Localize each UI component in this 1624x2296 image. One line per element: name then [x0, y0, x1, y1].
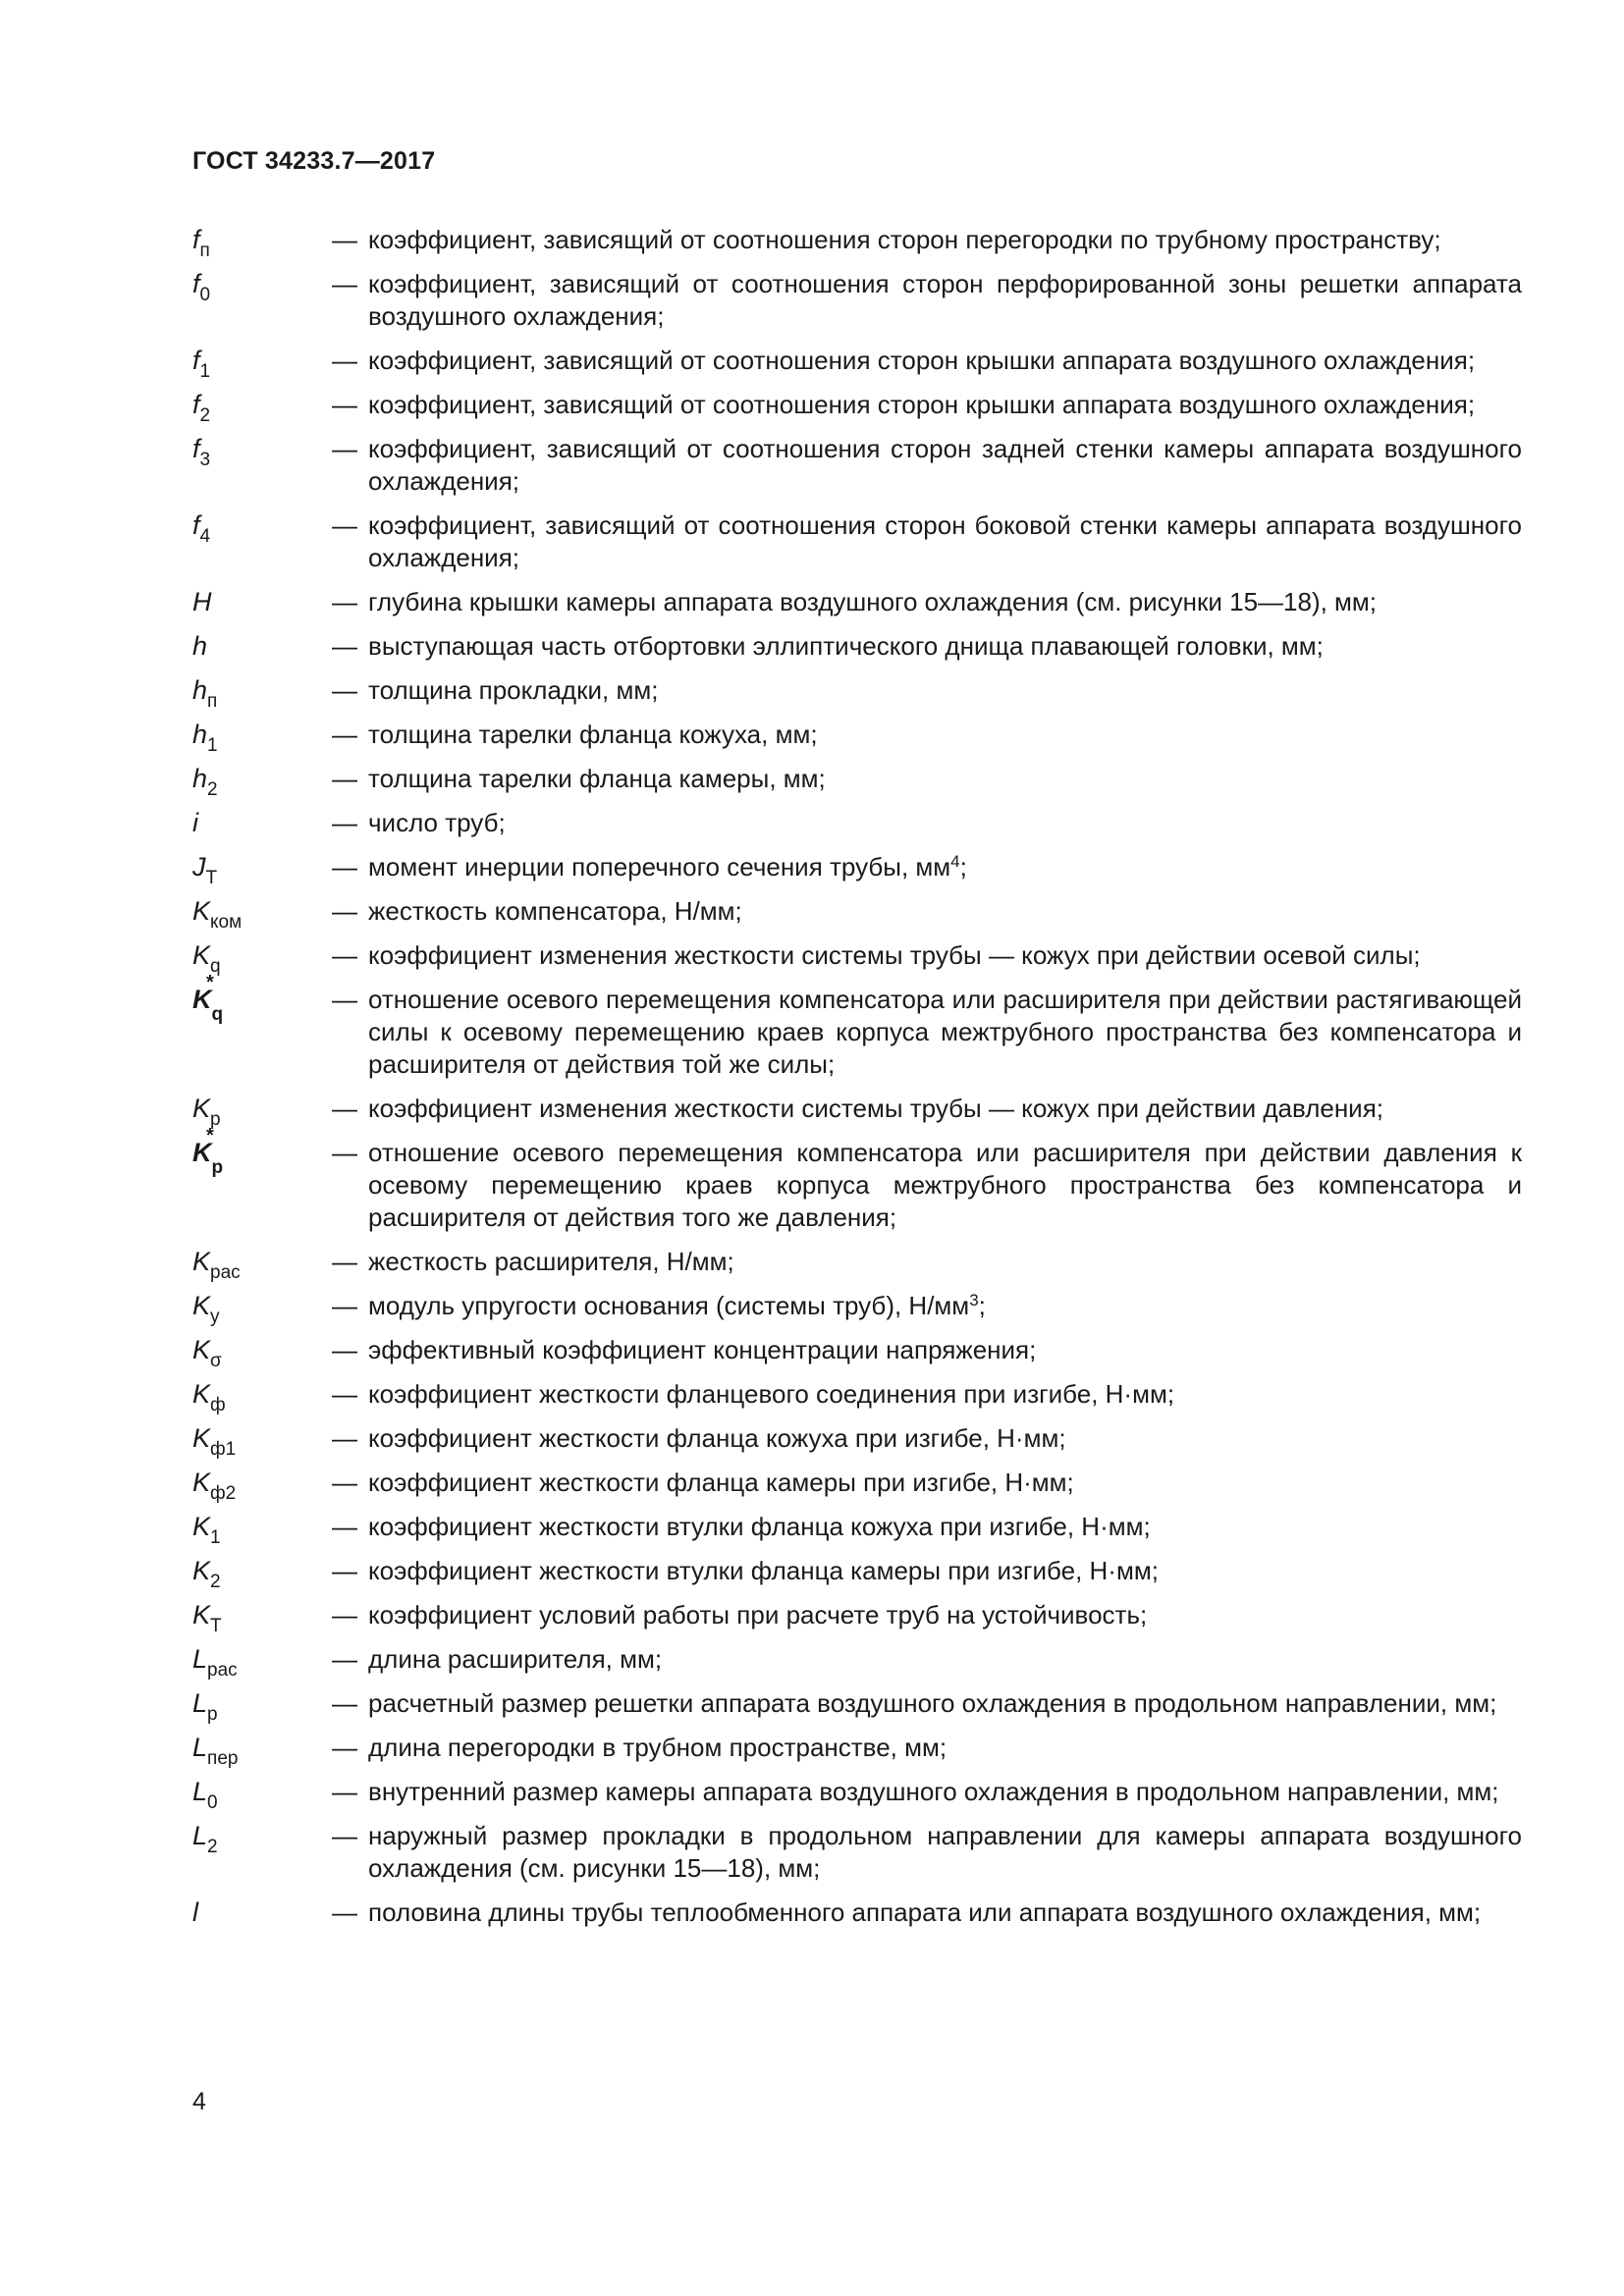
symbol-subscript: 2	[210, 1572, 221, 1592]
em-dash: —	[332, 510, 357, 540]
symbol: $K_{ф2}$	[192, 1468, 237, 1504]
symbol-subscript: ф1	[210, 1439, 237, 1460]
definition-text: наружный размер прокладки в продольном направлении для камеры аппарата воздушного охлаждения (см. рисунки 15—18), мм;	[368, 1821, 1522, 1883]
definition-row	[192, 1555, 1522, 1592]
em-dash: —	[332, 985, 357, 1014]
definition-text: расчетный размер решетки аппарата воздушного охлаждения в продольном направлении, мм;	[368, 1688, 1497, 1718]
symbol-subscript: ф2	[210, 1483, 237, 1504]
symbol: $f_3$	[192, 434, 211, 470]
definition-row	[192, 1599, 1522, 1636]
symbol-subscript: p	[210, 1109, 221, 1130]
definition-text: коэффициент, зависящий от соотношения сторон крышки аппарата воздушного охлаждения;	[368, 390, 1476, 419]
symbol-subscript: p	[211, 1157, 224, 1178]
symbol: $h_п$	[192, 675, 218, 712]
em-dash: —	[332, 1733, 357, 1762]
symbol-subscript: 1	[207, 735, 218, 756]
definition-row	[192, 1820, 1522, 1885]
definition-text: жесткость расширителя, Н/мм;	[368, 1247, 734, 1276]
definition-row	[192, 1896, 1522, 1929]
em-dash: —	[332, 1600, 357, 1629]
symbol-subscript: 3	[199, 450, 211, 470]
symbol: $L_0$	[192, 1777, 218, 1813]
definition-row	[192, 674, 1522, 712]
symbol: $L_{пер}$	[192, 1733, 239, 1769]
symbol-subscript: рас	[210, 1262, 241, 1283]
em-dash: —	[332, 587, 357, 616]
em-dash: —	[332, 390, 357, 419]
definition-text: эффективный коэффициент концентрации напряжения;	[368, 1335, 1037, 1364]
definition-text: глубина крышки камеры аппарата воздушного охлаждения (см. рисунки 15—18), мм;	[368, 587, 1378, 616]
symbol: $K_q$	[192, 940, 221, 977]
definition-text: коэффициент, зависящий от соотношения сторон перегородки по трубному пространству;	[368, 225, 1441, 254]
symbol: l	[192, 1897, 198, 1927]
definition-text: длина перегородки в трубном пространстве, мм;	[368, 1733, 947, 1762]
symbol: $f_0$	[192, 269, 211, 305]
definition-text: жесткость компенсатора, Н/мм;	[368, 896, 742, 926]
symbol: K * $_q$	[192, 972, 224, 1025]
definition-text: коэффициент, зависящий от соотношения сторон боковой стенки камеры аппарата воздушного охлаждения;	[368, 510, 1522, 572]
definition-row	[192, 719, 1522, 756]
symbol-subscript: р	[207, 1704, 218, 1725]
symbol-subscript: 4	[199, 526, 211, 547]
symbol: $f_п$	[192, 225, 210, 261]
document-header: ГОСТ 34233.7—2017	[192, 147, 436, 175]
symbol: $K_ф$	[192, 1379, 226, 1415]
em-dash: —	[332, 1821, 357, 1850]
em-dash: —	[332, 1335, 357, 1364]
em-dash: —	[332, 852, 357, 881]
symbol: $h_1$	[192, 720, 218, 756]
symbol: $K_{рас}$	[192, 1247, 241, 1283]
definition-text: коэффициент изменения жесткости системы трубы — кожух при действии осевой силы;	[368, 940, 1421, 970]
em-dash: —	[332, 225, 357, 254]
em-dash: —	[332, 1688, 357, 1718]
definition-text: коэффициент жесткости втулки фланца кожуха при изгибе, Н·мм;	[368, 1512, 1151, 1541]
symbol-subscript: σ	[210, 1351, 222, 1371]
definition-row	[192, 1125, 1522, 1234]
definition-row	[192, 433, 1522, 498]
definition-row	[192, 268, 1522, 333]
definition-text: коэффициент изменения жесткости системы трубы — кожух при действии давления;	[368, 1094, 1384, 1123]
definition-row	[192, 939, 1522, 977]
definition-text: коэффициент условий работы при расчете труб на устойчивость;	[368, 1600, 1148, 1629]
symbol-subscript: Т	[210, 1616, 222, 1636]
symbol-subscript: 0	[207, 1792, 218, 1813]
symbol-subscript: рас	[207, 1660, 238, 1681]
symbol: $J_Т$	[192, 852, 218, 888]
em-dash: —	[332, 1094, 357, 1123]
symbol: $f_1$	[192, 346, 211, 382]
em-dash: —	[332, 1247, 357, 1276]
symbol-subscript: 0	[199, 285, 211, 305]
definition-row	[192, 1643, 1522, 1681]
em-dash: —	[332, 269, 357, 298]
symbol: $K_\sigma$	[192, 1335, 222, 1371]
em-dash: —	[332, 434, 357, 463]
symbol-subscript: 1	[199, 361, 211, 382]
symbol: $K_у$	[192, 1291, 220, 1327]
definition-text: длина расширителя, мм;	[368, 1644, 663, 1674]
definition-row	[192, 763, 1522, 800]
em-dash: —	[332, 1556, 357, 1585]
em-dash: —	[332, 1897, 357, 1927]
definition-row	[192, 345, 1522, 382]
definition-text: коэффициент жесткости втулки фланца камеры при изгибе, Н·мм;	[368, 1556, 1159, 1585]
definition-row	[192, 630, 1522, 663]
em-dash: —	[332, 896, 357, 926]
definition-text: модуль упругости основания (системы труб), $Н/мм^3$;	[368, 1291, 986, 1320]
symbol-subscript: Т	[205, 868, 218, 888]
definition-row	[192, 972, 1522, 1081]
definition-row	[192, 586, 1522, 618]
definition-text: толщина тарелки фланца камеры, мм;	[368, 764, 826, 793]
definition-text: выступающая часть отбортовки эллиптического днища плавающей головки, мм;	[368, 631, 1324, 661]
definition-text: момент инерции поперечного сечения трубы, $мм^4$;	[368, 852, 967, 881]
definition-text: коэффициент жесткости фланца камеры при изгибе, Н·мм;	[368, 1468, 1074, 1497]
page-number: 4	[192, 2088, 206, 2115]
symbol-subscript: п	[207, 691, 218, 712]
em-dash: —	[332, 1777, 357, 1806]
definition-text: отношение осевого перемещения компенсатора или расширителя при действии растягивающей силы к осевому перемещению краев корпуса межтрубного пространства без компенсатора и расширителя от действия той же силы;	[368, 985, 1522, 1079]
em-dash: —	[332, 940, 357, 970]
definition-text: половина длины трубы теплообменного аппарата или аппарата воздушного охлаждения, мм;	[368, 1897, 1482, 1927]
em-dash: —	[332, 1423, 357, 1453]
definition-row	[192, 1776, 1522, 1813]
symbol-subscript: у	[210, 1307, 220, 1327]
symbol: $L_р$	[192, 1688, 218, 1725]
symbol: $K_p$	[192, 1094, 221, 1130]
definition-row	[192, 851, 1522, 888]
definition-row	[192, 389, 1522, 426]
definition-row	[192, 1378, 1522, 1415]
em-dash: —	[332, 1512, 357, 1541]
definition-text: толщина тарелки фланца кожуха, мм;	[368, 720, 818, 749]
definition-text: отношение осевого перемещения компенсатора или расширителя при действии давления к осевому перемещению краев корпуса межтрубного пространства без компенсатора и расширителя от действия того же давления;	[368, 1138, 1522, 1232]
symbol-subscript: 2	[207, 1837, 218, 1857]
definition-row	[192, 1511, 1522, 1548]
definition-row	[192, 1334, 1522, 1371]
em-dash: —	[332, 1291, 357, 1320]
definition-row	[192, 1467, 1522, 1504]
symbol: $f_4$	[192, 510, 211, 547]
symbol: $L_{рас}$	[192, 1644, 238, 1681]
em-dash: —	[332, 675, 357, 705]
symbol: $K_{ф1}$	[192, 1423, 237, 1460]
symbol-subscript: п	[199, 240, 210, 261]
symbol-subscript: 2	[207, 779, 218, 800]
definition-row	[192, 1290, 1522, 1327]
symbol-subscript: q	[210, 956, 221, 977]
definition-row	[192, 807, 1522, 839]
symbol-subscript: ком	[210, 912, 243, 933]
em-dash: —	[332, 1644, 357, 1674]
definition-row	[192, 1687, 1522, 1725]
symbol-subscript: ф	[210, 1395, 226, 1415]
symbol: $h_2$	[192, 764, 218, 800]
definition-row	[192, 1093, 1522, 1130]
definition-row	[192, 1246, 1522, 1283]
definition-text: толщина прокладки, мм;	[368, 675, 659, 705]
symbol-subscript: 1	[210, 1527, 221, 1548]
definition-text: коэффициент, зависящий от соотношения сторон крышки аппарата воздушного охлаждения;	[368, 346, 1476, 375]
definition-text: внутренний размер камеры аппарата воздушного охлаждения в продольном направлении, мм;	[368, 1777, 1499, 1806]
em-dash: —	[332, 1379, 357, 1409]
symbol: $K_2$	[192, 1556, 221, 1592]
definition-text: коэффициент, зависящий от соотношения сторон перфорированной зоны решетки аппарата воздушного охлаждения;	[368, 269, 1522, 331]
symbol: $K_Т$	[192, 1600, 222, 1636]
symbol: $L_2$	[192, 1821, 218, 1857]
symbol: $f_2$	[192, 390, 211, 426]
definition-text: коэффициент жесткости фланцевого соединения при изгибе, Н·мм;	[368, 1379, 1175, 1409]
definition-text: коэффициент, зависящий от соотношения сторон задней стенки камеры аппарата воздушного охлаждения;	[368, 434, 1522, 496]
symbol: $K_{ком}$	[192, 896, 243, 933]
definition-row	[192, 895, 1522, 933]
em-dash: —	[332, 631, 357, 661]
definition-row	[192, 1422, 1522, 1460]
em-dash: —	[332, 720, 357, 749]
symbol: i	[192, 808, 198, 837]
symbol: $K_1$	[192, 1512, 221, 1548]
definition-row	[192, 1732, 1522, 1769]
symbol-subscript: q	[211, 1004, 224, 1025]
definition-row	[192, 509, 1522, 574]
definition-text: число труб;	[368, 808, 506, 837]
symbol: H	[192, 587, 212, 616]
symbol-subscript: пер	[207, 1748, 239, 1769]
em-dash: —	[332, 346, 357, 375]
em-dash: —	[332, 1138, 357, 1167]
definition-text: коэффициент жесткости фланца кожуха при изгибе, Н·мм;	[368, 1423, 1066, 1453]
symbol-definitions-list	[192, 224, 1522, 1941]
em-dash: —	[332, 808, 357, 837]
symbol-subscript: 2	[199, 405, 211, 426]
em-dash: —	[332, 764, 357, 793]
symbol: h	[192, 631, 208, 661]
symbol: K * $_p$	[192, 1125, 224, 1178]
em-dash: —	[332, 1468, 357, 1497]
definition-row	[192, 224, 1522, 261]
